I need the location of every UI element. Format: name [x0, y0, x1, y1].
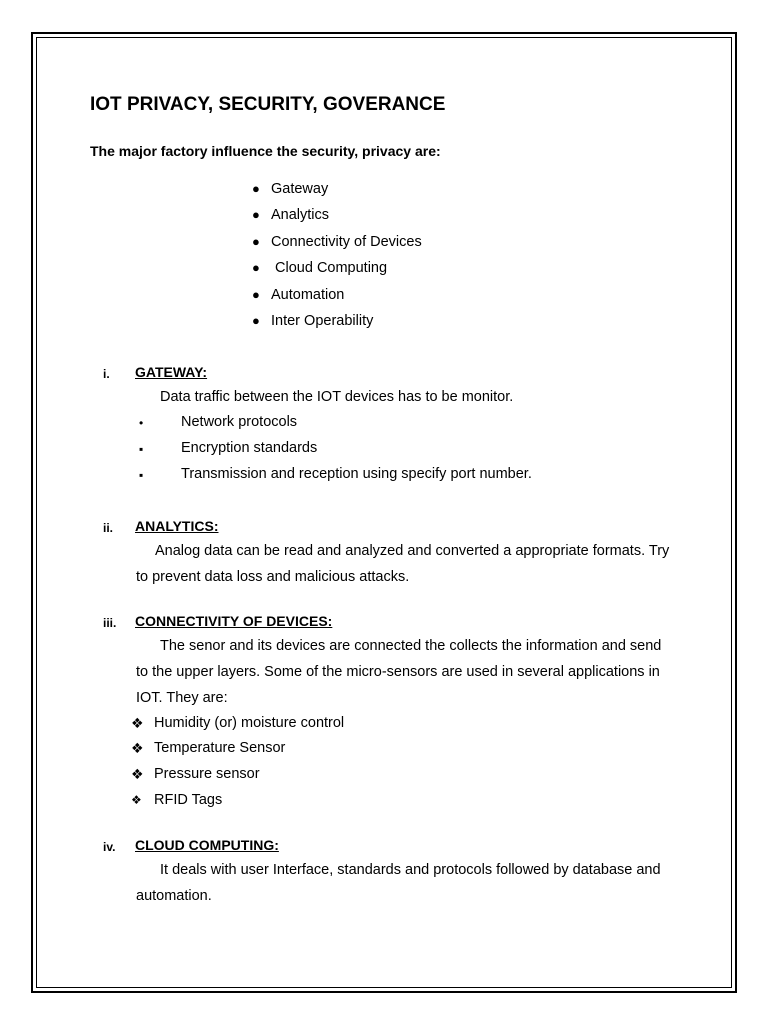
section-paragraph: to prevent data loss and malicious attacks. — [136, 569, 410, 585]
diamond-bullet-icon: ❖ — [131, 715, 144, 731]
section-heading-analytics: ANALYTICS: — [135, 518, 219, 534]
list-item: RFID Tags — [154, 792, 223, 808]
bullet-icon: ● — [252, 207, 260, 222]
section-numeral: i. — [103, 367, 110, 381]
document-title: IOT PRIVACY, SECURITY, GOVERANCE — [90, 94, 446, 115]
bullet-icon: • — [139, 416, 144, 430]
diamond-bullet-icon: ❖ — [131, 793, 142, 807]
factor-item: ● Cloud Computing — [252, 260, 388, 276]
bullet-icon: ● — [252, 313, 260, 328]
section-numeral: iii. — [103, 616, 117, 630]
bullet-icon: ● — [252, 287, 260, 302]
bullet-icon: ● — [252, 260, 260, 275]
section-heading-gateway: GATEWAY: — [135, 364, 208, 380]
factor-item: ● Gateway — [252, 181, 329, 197]
section-paragraph: Analog data can be read and analyzed and converted a appropriate formats. Try — [155, 543, 670, 559]
square-bullet-icon: ▪ — [139, 442, 144, 456]
factor-item: ● Inter Operability — [252, 313, 374, 329]
factor-item: ● Analytics — [252, 207, 330, 223]
diamond-bullet-icon: ❖ — [131, 766, 144, 782]
section-paragraph: The senor and its devices are connected the collects the information and send — [160, 638, 662, 654]
list-item: Humidity (or) moisture control — [154, 715, 345, 731]
intro-text: The major factory influence the security, privacy are: — [90, 143, 441, 159]
bullet-icon: ● — [252, 234, 260, 249]
list-item: Temperature Sensor — [154, 740, 286, 756]
section-paragraph: It deals with user Interface, standards and protocols followed by database and — [160, 862, 661, 878]
diamond-bullet-icon: ❖ — [131, 740, 144, 756]
section-numeral: iv. — [103, 840, 116, 854]
list-item: Network protocols — [181, 414, 298, 430]
factor-item: ● Connectivity of Devices — [252, 234, 422, 250]
factor-item: ● Automation — [252, 287, 345, 303]
section-paragraph: IOT. They are: — [136, 690, 228, 706]
section-paragraph: to the upper layers. Some of the micro-sensors are used in several applications in — [136, 664, 660, 680]
section-paragraph: automation. — [136, 888, 212, 904]
list-item: Encryption standards — [181, 440, 318, 456]
section-heading-connectivity: CONNECTIVITY OF DEVICES: — [135, 613, 333, 629]
square-bullet-icon: ▪ — [139, 468, 144, 482]
section-paragraph: Data traffic between the IOT devices has to be monitor. — [160, 389, 514, 405]
section-heading-cloud-computing: CLOUD COMPUTING: — [135, 837, 279, 853]
bullet-icon: ● — [252, 181, 260, 196]
list-item: Transmission and reception using specify port number. — [181, 466, 532, 482]
list-item: Pressure sensor — [154, 766, 260, 782]
section-numeral: ii. — [103, 521, 114, 535]
